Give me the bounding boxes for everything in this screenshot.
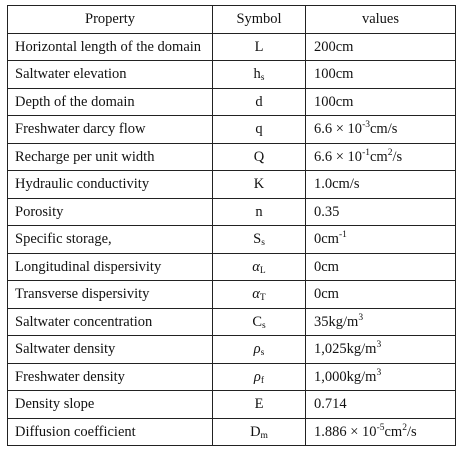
table-header [8, 6, 456, 34]
value-cell [306, 143, 456, 171]
value-unit: cm/s [369, 121, 398, 137]
symbol-cell [213, 226, 306, 254]
table-row [8, 226, 456, 254]
symbol-cell [213, 171, 306, 199]
property-cell: Diffusion coefficient [8, 418, 213, 446]
value-text: 200cm [314, 38, 354, 55]
value-cell [306, 281, 456, 309]
value-cell [306, 198, 456, 226]
table-row [8, 336, 456, 364]
table-row [8, 33, 456, 61]
value-cell [306, 308, 456, 336]
property-cell: Saltwater concentration [8, 308, 213, 336]
property-cell: Horizontal length of the domain [8, 33, 213, 61]
symbol-subscript: T [259, 293, 266, 303]
value-text: 0cm [314, 286, 339, 302]
symbol-subscript: s [261, 238, 265, 248]
symbol-cell [213, 253, 306, 281]
symbol-cell [213, 61, 306, 89]
table-row [8, 116, 456, 144]
value-unit-superscript: 2 [387, 147, 393, 158]
value-unit: cm [369, 148, 388, 165]
symbol-subscript: s [260, 73, 265, 83]
value-cell [306, 363, 456, 391]
table-row [8, 171, 456, 199]
symbol-base: q [255, 121, 263, 137]
symbol-base: h [253, 66, 261, 82]
table-row [8, 61, 456, 89]
value-superscript: -5 [376, 422, 385, 433]
property-cell: Longitudinal dispersivity [8, 253, 213, 281]
symbol-subscript: s [260, 348, 265, 358]
table-body [8, 33, 456, 446]
table-row [8, 308, 456, 336]
symbol-base: ρ [253, 341, 261, 357]
parameter-table-container [7, 5, 455, 446]
value-superscript: 3 [376, 340, 382, 350]
table-row [8, 143, 456, 171]
symbol-base: C [252, 313, 262, 330]
symbol-cell [213, 391, 306, 419]
value-text: 6.6 × 10 [314, 148, 363, 165]
value-cell [306, 226, 456, 254]
symbol-base: Q [253, 148, 265, 165]
symbol-subscript: s [261, 320, 266, 331]
symbol-cell [213, 116, 306, 144]
value-text: 1.0cm/s [314, 176, 360, 192]
property-cell: Porosity [8, 198, 213, 226]
symbol-cell [213, 281, 306, 309]
value-cell [306, 253, 456, 281]
symbol-base: α [252, 258, 260, 275]
value-superscript: 3 [376, 367, 382, 378]
table-row [8, 253, 456, 281]
value-cell [306, 116, 456, 144]
symbol-base: D [250, 423, 261, 440]
value-superscript: 3 [358, 312, 364, 323]
value-superscript: -1 [338, 230, 347, 240]
value-unit-suffix: /s [392, 148, 403, 165]
value-cell [306, 418, 456, 446]
value-text: 1,025kg/m [314, 341, 377, 357]
table-row [8, 363, 456, 391]
value-text: 35kg/m [314, 313, 359, 330]
property-cell: Recharge per unit width [8, 143, 213, 171]
header-symbol: Symbol [213, 6, 306, 34]
value-cell [306, 33, 456, 61]
value-text: 1,000kg/m [314, 368, 377, 385]
symbol-cell [213, 336, 306, 364]
value-text: 0.714 [314, 396, 347, 412]
value-cell [306, 61, 456, 89]
value-unit: cm [384, 423, 403, 440]
property-cell: Specific storage, [8, 226, 213, 254]
value-cell [306, 336, 456, 364]
value-unit-superscript: 2 [402, 422, 407, 433]
symbol-subscript: f [260, 375, 265, 386]
value-text: 0cm [314, 231, 339, 247]
value-cell [306, 391, 456, 419]
value-text: 1.886 × 10 [314, 423, 377, 440]
value-cell [306, 88, 456, 116]
table-row [8, 391, 456, 419]
property-cell: Density slope [8, 391, 213, 419]
symbol-cell [213, 418, 306, 446]
header-property: Property [8, 6, 213, 34]
header-row [8, 6, 456, 34]
symbol-cell [213, 308, 306, 336]
property-cell: Transverse dispersivity [8, 281, 213, 309]
table-row [8, 418, 456, 446]
value-cell [306, 171, 456, 199]
value-text: 0.35 [314, 203, 340, 220]
symbol-base: d [255, 93, 263, 110]
property-cell: Freshwater density [8, 363, 213, 391]
property-cell: Hydraulic conductivity [8, 171, 213, 199]
header-values: values [306, 6, 456, 34]
symbol-base: L [254, 38, 264, 55]
symbol-base: ρ [253, 368, 261, 385]
value-text: 6.6 × 10 [314, 121, 363, 137]
symbol-cell [213, 33, 306, 61]
value-text: 100cm [314, 66, 354, 82]
symbol-base: K [253, 176, 265, 192]
value-text: 0cm [314, 258, 339, 275]
table-row [8, 281, 456, 309]
symbol-cell [213, 143, 306, 171]
table-row [8, 198, 456, 226]
symbol-base: E [254, 396, 264, 412]
symbol-cell [213, 88, 306, 116]
property-cell: Saltwater density [8, 336, 213, 364]
value-superscript: -3 [362, 120, 370, 130]
table-row [8, 88, 456, 116]
symbol-base: n [255, 203, 263, 220]
symbol-cell [213, 198, 306, 226]
parameter-table [7, 5, 456, 446]
value-unit-suffix: /s [406, 423, 417, 440]
property-cell: Saltwater elevation [8, 61, 213, 89]
value-superscript: -1 [362, 147, 370, 158]
symbol-cell [213, 363, 306, 391]
symbol-base: α [252, 286, 260, 302]
symbol-subscript: L [259, 265, 266, 276]
property-cell: Freshwater darcy flow [8, 116, 213, 144]
property-cell: Depth of the domain [8, 88, 213, 116]
symbol-subscript: m [260, 430, 268, 441]
value-text: 100cm [314, 93, 354, 110]
symbol-base: S [253, 231, 262, 247]
